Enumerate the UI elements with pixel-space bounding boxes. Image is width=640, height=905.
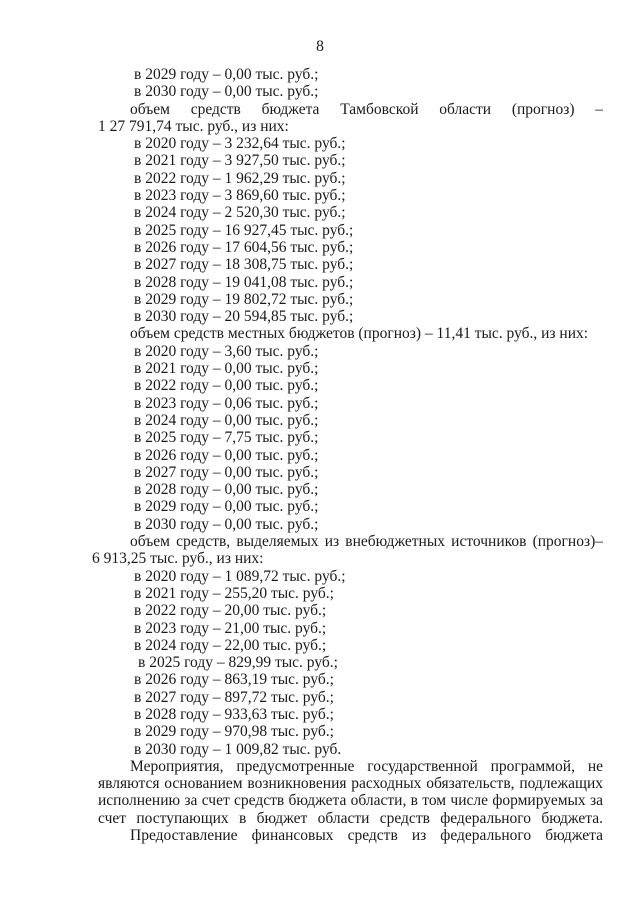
- year-line: в 2023 году – 3 869,60 тыс. руб.;: [134, 187, 346, 205]
- year-line: в 2030 году – 0,00 тыс. руб.;: [134, 515, 319, 533]
- year-line: в 2021 году – 0,00 тыс. руб.;: [134, 360, 319, 378]
- year-line: в 2027 году – 18 308,75 тыс. руб.;: [134, 256, 354, 274]
- paragraph-line: счет поступающих в бюджет области средств федерального бюджета.: [98, 809, 603, 827]
- year-line: в 2023 году – 21,00 тыс. руб.;: [134, 619, 327, 637]
- paragraph-line: исполнению за счет средств бюджета области, в том числе формируемых за: [98, 792, 603, 810]
- year-line: в 2024 году – 2 520,30 тыс. руб.;: [134, 204, 346, 222]
- year-line: в 2030 году – 20 594,85 тыс. руб.;: [134, 308, 354, 326]
- year-line: в 2025 году – 829,99 тыс. руб.;: [138, 654, 338, 672]
- year-line: в 2027 году – 0,00 тыс. руб.;: [134, 463, 319, 481]
- year-line: в 2026 году – 17 604,56 тыс. руб.;: [134, 238, 354, 256]
- extrabudget-total: 6 913,25 тыс. руб., из них:: [92, 550, 264, 568]
- year-line: в 2020 году – 3 232,64 тыс. руб.;: [134, 135, 346, 153]
- year-line: в 2023 году – 0,06 тыс. руб.;: [134, 394, 319, 412]
- year-line: в 2025 году – 7,75 тыс. руб.;: [134, 429, 319, 447]
- year-line: в 2029 году – 0,00 тыс. руб.;: [134, 66, 319, 83]
- tambov-budget-total: 1 27 791,74 тыс. руб., из них:: [98, 117, 289, 135]
- year-line: в 2022 году – 0,00 тыс. руб.;: [134, 377, 319, 395]
- year-line: в 2029 году – 0,00 тыс. руб.;: [134, 498, 319, 516]
- paragraph-line: являются основанием возникновения расходных обязательств, подлежащих: [98, 775, 603, 793]
- year-line: в 2028 году – 19 041,08 тыс. руб.;: [134, 273, 354, 291]
- extrabudget-heading: объем средств, выделяемых из внебюджетных источников (прогноз)–: [130, 533, 603, 551]
- document-body: [92, 66, 603, 845]
- year-line: в 2025 году – 16 927,45 тыс. руб.;: [134, 221, 354, 239]
- year-line: в 2027 году – 897,72 тыс. руб.;: [134, 688, 334, 706]
- year-line: в 2030 году – 0,00 тыс. руб.;: [134, 83, 319, 101]
- year-line: в 2021 году – 3 927,50 тыс. руб.;: [134, 152, 346, 170]
- year-line: в 2020 году – 1 089,72 тыс. руб.;: [134, 567, 346, 585]
- year-line: в 2029 году – 970,98 тыс. руб.;: [134, 723, 334, 741]
- year-line: в 2029 году – 19 802,72 тыс. руб.;: [134, 290, 354, 308]
- paragraph-line: Предоставление финансовых средств из федерального бюджета: [130, 827, 603, 845]
- year-line: в 2024 году – 22,00 тыс. руб.;: [134, 636, 327, 654]
- year-line: в 2028 году – 933,63 тыс. руб.;: [134, 705, 334, 723]
- year-line: в 2026 году – 0,00 тыс. руб.;: [134, 446, 319, 464]
- year-line: в 2021 году – 255,20 тыс. руб.;: [134, 584, 334, 602]
- year-line: в 2030 году – 1 009,82 тыс. руб.: [134, 740, 342, 758]
- local-budget-heading: объем средств местных бюджетов (прогноз) – 11,41 тыс. руб., из них:: [130, 325, 589, 343]
- year-line: в 2024 году – 0,00 тыс. руб.;: [134, 411, 319, 429]
- year-line: в 2020 году – 3,60 тыс. руб.;: [134, 342, 319, 360]
- year-line: в 2022 году – 20,00 тыс. руб.;: [134, 602, 327, 620]
- page-number: 8: [316, 38, 324, 55]
- year-line: в 2026 году – 863,19 тыс. руб.;: [134, 671, 334, 689]
- year-line: в 2028 году – 0,00 тыс. руб.;: [134, 481, 319, 499]
- tambov-budget-heading: объем средств бюджета Тамбовской области (прогноз) –: [130, 100, 603, 118]
- paragraph-line: Мероприятия, предусмотренные государственной программой, не: [130, 757, 603, 775]
- year-line: в 2022 году – 1 962,29 тыс. руб.;: [134, 169, 346, 187]
